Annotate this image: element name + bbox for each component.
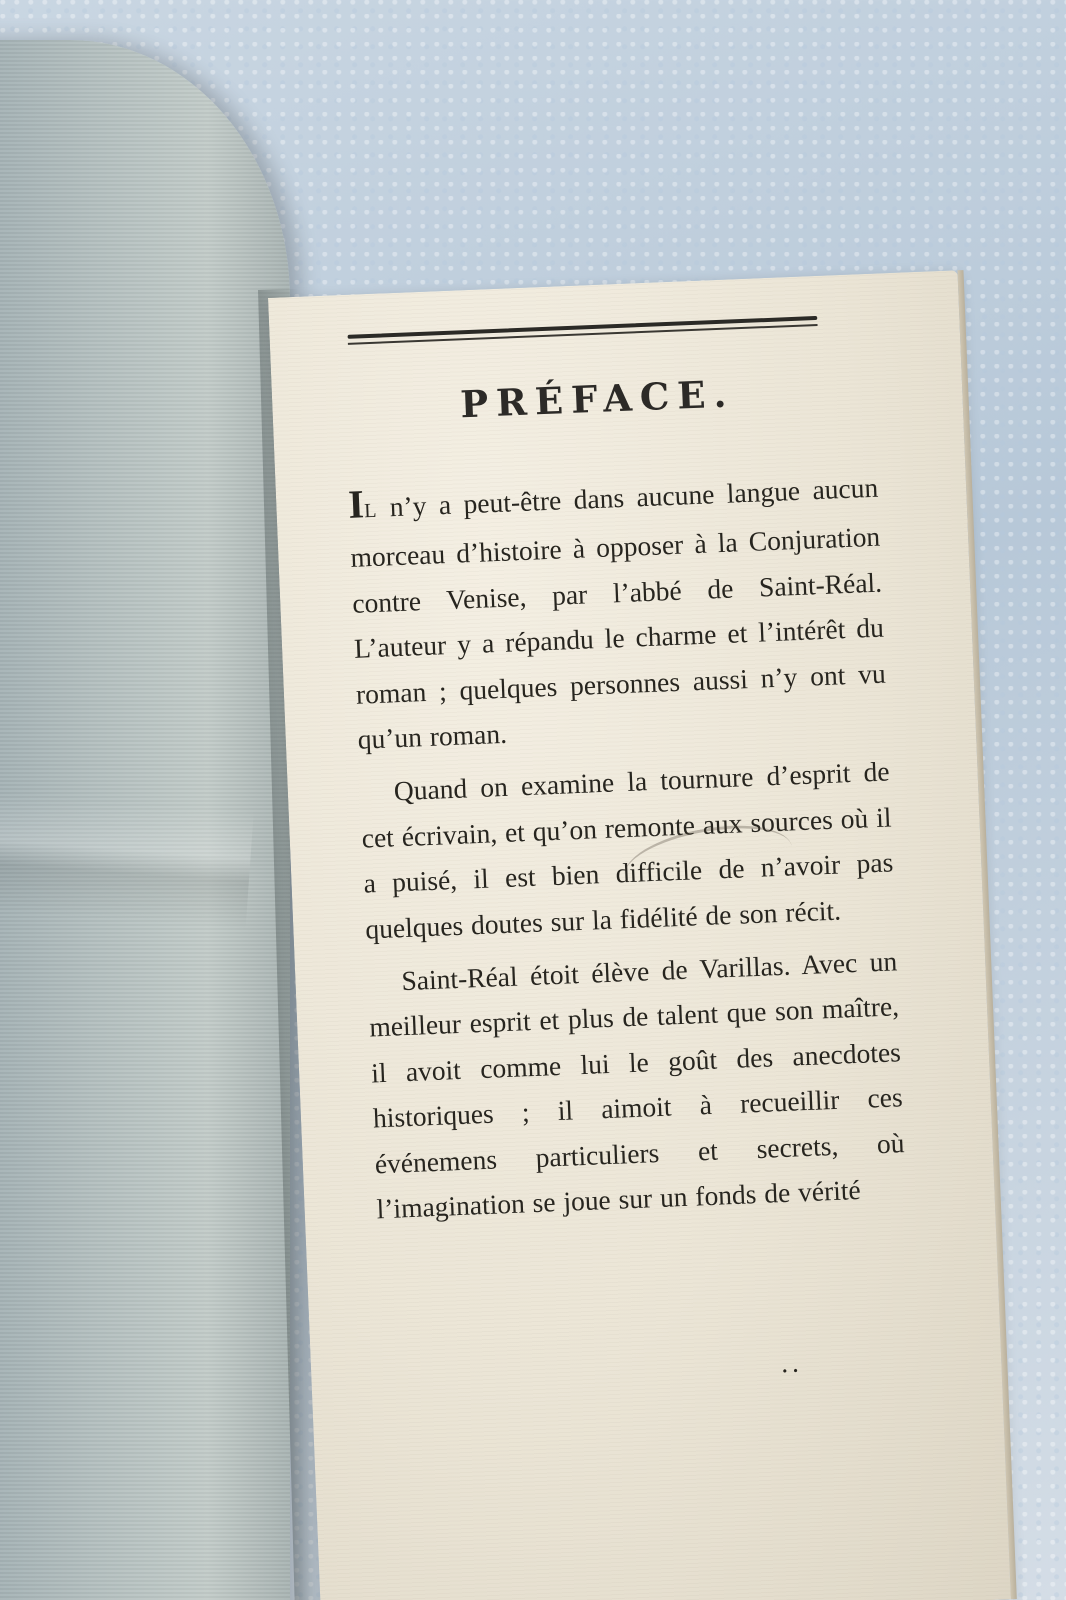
paragraph-1 [348,464,889,762]
body-text [348,464,908,1240]
header-rule [348,316,818,344]
left-page-crease [0,790,254,930]
right-page [268,270,1011,1600]
page-edge [957,270,1016,1599]
page-title: PRÉFACE. [459,371,736,427]
small-cap: L [363,499,378,523]
left-page [0,40,290,1600]
drop-cap: I [347,481,365,527]
paragraph-2: Quand on examine la tournure d’esprit de cet écrivain, et qu’on remonte aux sources où il a puisé, il est bien difficile de n’avoir pas quelques doutes sur la fidélité de son récit. [361,755,894,945]
catchword: .. [780,1347,804,1379]
paragraph-1-text: n’y a peut-être dans aucune langue aucun morceau d’histoire à opposer à la Conjuration contre Venise, par l’abbé de Saint-Réal. L’auteur y a répandu le charme et l’intérêt du roman ; quelques personnes aussi n’y ont vu qu’un roman. [349,471,887,755]
paragraph-3: Saint-Réal étoit élève de Varillas. Avec un meilleur esprit et plus de talent que son maître, il avoit comme lui le goût des anecdotes historiques ; il aimoit à recueillir ces événemens particuliers et secrets, où l’imagination se joue sur un fonds de vérité [368,945,906,1225]
